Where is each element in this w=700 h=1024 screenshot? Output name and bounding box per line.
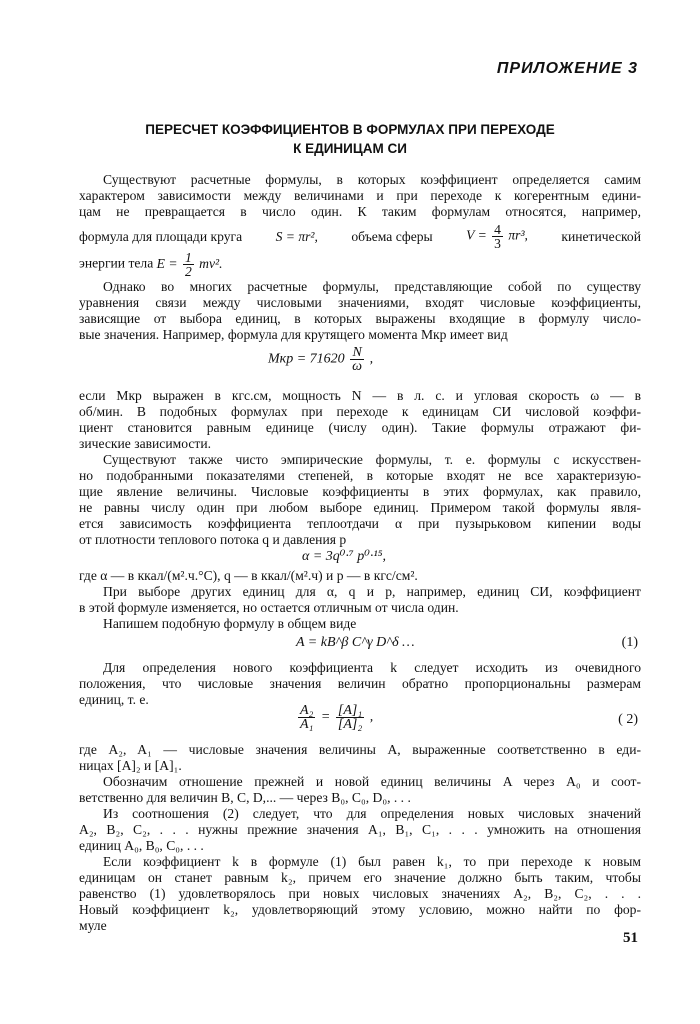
fraction: $\frac{\text{[A]₁}}{\text{[A]₂}}$	[337, 703, 363, 732]
text-line: зависящие от выбора единиц, в которых выражены входящие в формулу число-	[79, 311, 641, 326]
text-line: Если коэффициент k в формуле (1) был равен k₁, то при переходе к новым	[103, 854, 641, 869]
kinetic-energy-formula: E = $\frac{1}{2}$ mv².	[156, 250, 223, 279]
title-line-1: ПЕРЕСЧЕТ КОЭФФИЦИЕНТОВ В ФОРМУЛАХ ПРИ ПЕРЕХОДЕ	[145, 122, 555, 137]
text-line: единицам он станет равным k₂, причем его значение должно быть таким, чтобы	[79, 870, 641, 885]
text-line: муле	[79, 918, 107, 933]
text-line: где α — в ккал/(м².ч.°C), q — в ккал/(м².ч) и p — в кгс/см².	[79, 568, 418, 583]
ratio-formula-2: $\frac{\text{A₂}}{\text{A₁}}$ = $\frac{\text{[A]₁}}{\text{[A]₂}}$ ,	[300, 703, 374, 732]
equation-number-2: ( 2)	[618, 712, 638, 727]
text-line: Из соотношения (2) следует, что для определения новых числовых значений	[103, 806, 641, 821]
text-line: цам не превращается в число один. К таким формулам относятся, например,	[79, 204, 641, 219]
text-line: Новый коэффициент k₂, удовлетворяющий этому условию, можно найти по фор-	[79, 902, 641, 917]
text-line: При выборе других единиц для α, q и p, например, единиц СИ, коэффициент	[103, 584, 641, 599]
fraction: $\frac{1}{2}$	[184, 250, 192, 279]
page-title	[0, 120, 700, 158]
text-line: единиц, т. е.	[79, 692, 149, 707]
text-fragment: кинетической	[561, 228, 641, 244]
text-line: циент становится равным единице (числу один). Такие формулы отражают фи-	[79, 420, 641, 435]
text-fragment: формула для площади круга	[79, 228, 243, 244]
text-line: от плотности теплового потока q и давления p	[79, 532, 347, 547]
text-line: об/мин. В подобных формулах при переходе к единицам СИ числовой коэффи-	[79, 404, 641, 419]
text-line: зические зависимости.	[79, 436, 211, 451]
fraction: $\frac{\text{A₂}}{\text{A₁}}$	[300, 703, 314, 732]
title-line-2: К ЕДИНИЦАМ СИ	[293, 141, 407, 156]
text-line: характером зависимости между величинами и при переходе к когерентным едини-	[79, 188, 641, 203]
text-line: Существуют расчетные формулы, в которых коэффициент определяется самим	[103, 172, 641, 187]
text-line: вые значения. Например, формула для крутящего момента Mкр имеет вид	[79, 327, 508, 342]
text-line: ницах [A]₂ и [A]₁.	[79, 758, 182, 773]
text-line: Однако во многих расчетные формулы, представляющие собой по существу	[103, 279, 641, 294]
text-line: уравнения связи между числовыми значениями, входят числовые коэффициенты,	[79, 295, 641, 310]
text-line: равенство (1) удовлетворялось при новых числовых значениях A₂, B₂, C₂, . . .	[79, 886, 641, 901]
general-formula-1: A = kB^β C^γ D^δ …	[296, 635, 415, 650]
appendix-label: ПРИЛОЖЕНИЕ 3	[496, 60, 638, 77]
text-line: Для определения нового коэффициента k следует исходить из очевидного	[103, 660, 641, 675]
text-line: ется зависимость коэффициента теплоотдачи α при пузырьковом кипении воды	[79, 516, 641, 531]
fraction: $\frac{4}{3}$	[494, 222, 501, 251]
text-line: но подобранными показателями степеней, в которые входят не все характеризую-	[79, 468, 641, 483]
text-line: если Mкр выражен в кгс.см, мощность N — в л. с. и угловая скорость ω — в	[79, 388, 641, 403]
text-line: Напишем подобную формулу в общем виде	[103, 616, 357, 631]
page-number: 51	[623, 930, 638, 946]
torque-formula: Mкр = 71620 $\frac{N}{\omega}$ ,	[268, 345, 374, 374]
text-line: Обозначим отношение прежней и новой единиц величины A через A₀ и соот-	[103, 774, 641, 789]
text-fragment: объема сферы	[351, 228, 433, 244]
text-line: A₂, B₂, C₂, . . . нужны прежние значения A₁, B₁, C₁, . . . умножить на отношения	[79, 822, 641, 837]
text-line: где A₂, A₁ — числовые значения величины A, выраженные соответственно в еди-	[79, 742, 641, 757]
fraction: $\frac{N}{\omega}$	[352, 345, 363, 374]
text-line: ветственно для величин B, C, D,... — через B₀, C₀, D₀, . . .	[79, 790, 411, 805]
text-line: положения, что числовые значения величин обратно пропорциональны размерам	[79, 676, 641, 691]
text-line-energy: энергии тела E = $\frac{1}{2}$ mv².	[79, 250, 223, 279]
heat-transfer-formula: α = 3q⁰·⁷ p⁰·¹⁵,	[302, 549, 386, 564]
text-line: Существуют также чисто эмпирические формулы, т. е. формулы с искусствен-	[103, 452, 641, 467]
sphere-volume-formula: V = $\frac{4}{3}$ πr³,	[466, 222, 528, 251]
text-line: не равны числу один при любом выборе единиц. Примером такой формулы явля-	[79, 500, 641, 515]
text-line: щие явление величины. Числовые коэффициенты в этих формулах, как правило,	[79, 484, 641, 499]
text-line: единиц A₀, B₀, C₀, . . .	[79, 838, 204, 853]
text-line-formulas	[79, 223, 641, 250]
equation-number-1: (1)	[621, 635, 638, 650]
circle-area-formula: S = πr²,	[275, 228, 318, 244]
text-line: в этой формуле изменяется, но остается отличным от числа один.	[79, 600, 459, 615]
